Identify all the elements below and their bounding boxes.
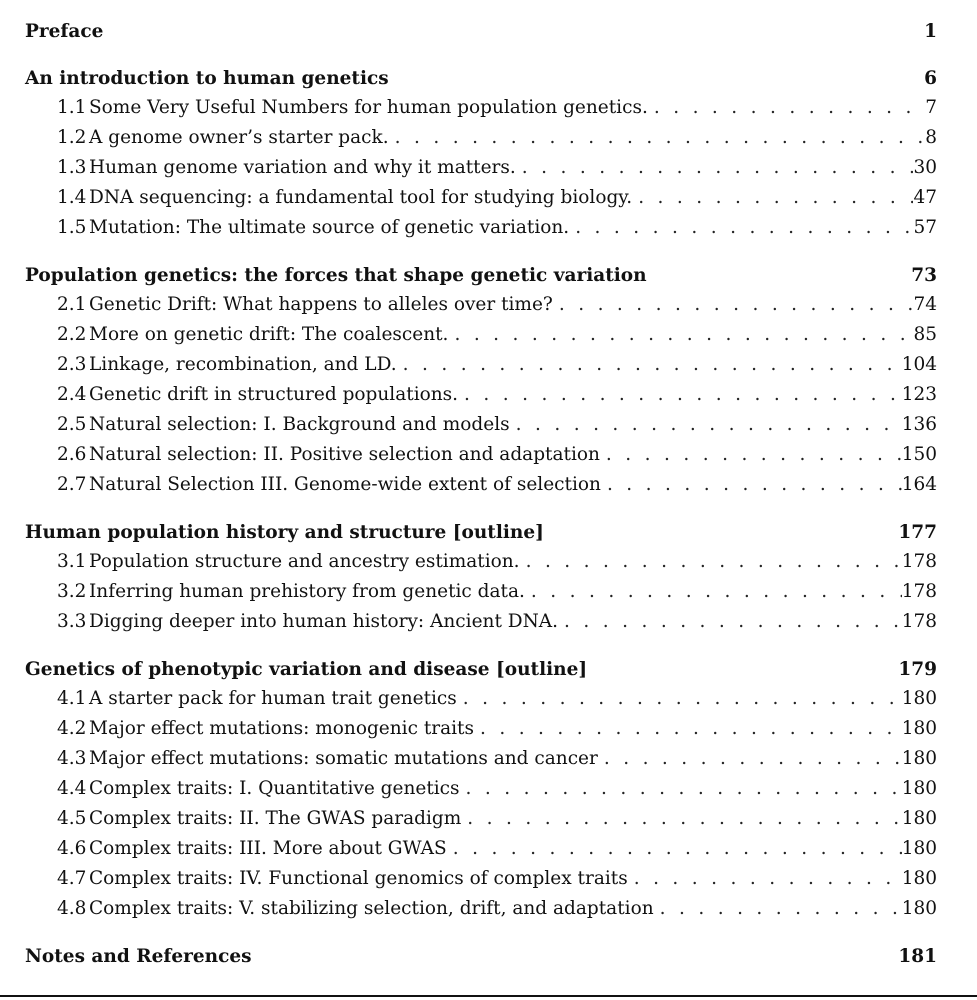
toc-section[interactable] <box>25 684 937 714</box>
section-page: 180 <box>901 778 937 799</box>
part-page: 181 <box>898 946 937 967</box>
dot-leader <box>632 183 913 213</box>
chapter-heading[interactable] <box>25 656 937 684</box>
dot-leader <box>525 577 902 607</box>
section-page: 136 <box>901 414 937 435</box>
section-title: Mutation: The ultimate source of genetic variation. <box>89 217 570 238</box>
dot-leader <box>516 153 914 183</box>
dot-leader <box>648 93 925 123</box>
chapter-heading[interactable] <box>25 65 937 93</box>
chapter-title: Genetics of phenotypic variation and disease [outline] <box>25 659 588 680</box>
section-title: Genetic Drift: What happens to alleles over time? <box>89 294 553 315</box>
dot-leader <box>458 380 902 410</box>
section-page: 74 <box>913 294 937 315</box>
section-page: 123 <box>901 384 937 405</box>
section-title: Genetic drift in structured populations. <box>89 384 459 405</box>
toc-section[interactable] <box>25 834 937 864</box>
chapter-page: 73 <box>911 265 937 286</box>
section-page: 178 <box>901 551 937 572</box>
section-number: 3.3 <box>57 611 87 632</box>
toc-section[interactable] <box>25 123 937 153</box>
dot-leader <box>447 834 902 864</box>
section-number: 4.3 <box>57 748 87 769</box>
toc-section[interactable] <box>25 547 937 577</box>
dot-leader <box>389 123 926 153</box>
section-page: 180 <box>901 688 937 709</box>
section-title: A genome owner’s starter pack. <box>89 127 389 148</box>
dot-leader <box>628 864 902 894</box>
section-title: Inferring human prehistory from genetic data. <box>89 581 525 602</box>
toc-section[interactable] <box>25 864 937 894</box>
dot-leader <box>553 290 914 320</box>
dot-leader <box>654 894 902 924</box>
toc-section[interactable] <box>25 183 937 213</box>
section-number: 2.5 <box>57 414 87 435</box>
section-page: 150 <box>901 444 937 465</box>
toc-section[interactable] <box>25 714 937 744</box>
section-number: 1.1 <box>57 97 87 118</box>
chapter-heading[interactable] <box>25 262 937 290</box>
section-page: 180 <box>901 748 937 769</box>
section-title: Human genome variation and why it matters. <box>89 157 516 178</box>
section-title: Complex traits: IV. Functional genomics of complex traits <box>89 868 628 889</box>
section-page: 180 <box>901 808 937 829</box>
dot-leader <box>461 804 901 834</box>
section-number: 4.1 <box>57 688 87 709</box>
section-title: Complex traits: I. Quantitative genetics <box>89 778 460 799</box>
section-number: 2.3 <box>57 354 87 375</box>
toc-section[interactable] <box>25 153 937 183</box>
section-number: 2.6 <box>57 444 87 465</box>
toc-entry-notes-references[interactable] <box>25 943 937 971</box>
toc-section[interactable] <box>25 320 937 350</box>
section-page: 180 <box>901 898 937 919</box>
section-number: 2.1 <box>57 294 87 315</box>
dot-leader <box>397 350 902 380</box>
table-of-contents <box>25 18 937 971</box>
part-title: Preface <box>25 21 104 42</box>
dot-leader <box>598 744 902 774</box>
section-title: Population structure and ancestry estimation. <box>89 551 520 572</box>
dot-leader <box>601 470 902 500</box>
dot-leader <box>510 410 902 440</box>
section-number: 4.6 <box>57 838 87 859</box>
section-page: 104 <box>901 354 937 375</box>
dot-leader <box>474 714 902 744</box>
chapter-page: 6 <box>924 68 937 89</box>
toc-section[interactable] <box>25 93 937 123</box>
section-title: Complex traits: II. The GWAS paradigm <box>89 808 462 829</box>
dot-leader <box>600 440 902 470</box>
section-page: 178 <box>901 581 937 602</box>
toc-section[interactable] <box>25 577 937 607</box>
section-number: 1.3 <box>57 157 87 178</box>
toc-section[interactable] <box>25 744 937 774</box>
section-number: 1.5 <box>57 217 87 238</box>
dot-leader <box>448 320 913 350</box>
section-page: 180 <box>901 838 937 859</box>
toc-section[interactable] <box>25 290 937 320</box>
section-number: 3.2 <box>57 581 87 602</box>
section-number: 4.7 <box>57 868 87 889</box>
section-title: Natural selection: I. Background and models <box>89 414 510 435</box>
section-page: 57 <box>913 217 937 238</box>
section-page: 7 <box>925 97 937 118</box>
section-page: 180 <box>901 868 937 889</box>
toc-section[interactable] <box>25 607 937 637</box>
chapter-title: Human population history and structure [outline] <box>25 522 544 543</box>
section-title: Complex traits: III. More about GWAS <box>89 838 447 859</box>
section-number: 2.7 <box>57 474 87 495</box>
section-title: A starter pack for human trait genetics <box>89 688 457 709</box>
section-title: Complex traits: V. stabilizing selection, drift, and adaptation <box>89 898 654 919</box>
section-number: 1.2 <box>57 127 87 148</box>
toc-section[interactable] <box>25 894 937 924</box>
section-title: Natural selection: II. Positive selection and adaptation <box>89 444 600 465</box>
section-page: 180 <box>901 718 937 739</box>
section-page: 164 <box>901 474 937 495</box>
section-title: Linkage, recombination, and LD. <box>89 354 397 375</box>
chapter-page: 177 <box>898 522 937 543</box>
section-number: 2.2 <box>57 324 87 345</box>
section-number: 4.5 <box>57 808 87 829</box>
toc-section[interactable] <box>25 470 937 500</box>
section-number: 4.2 <box>57 718 87 739</box>
dot-leader <box>457 684 902 714</box>
dot-leader <box>569 213 913 243</box>
dot-leader <box>558 607 902 637</box>
section-title: DNA sequencing: a fundamental tool for studying biology. <box>89 187 633 208</box>
section-page: 47 <box>913 187 937 208</box>
toc-section[interactable] <box>25 410 937 440</box>
section-title: Major effect mutations: monogenic traits <box>89 718 474 739</box>
section-title: More on genetic drift: The coalescent. <box>89 324 449 345</box>
toc-section[interactable] <box>25 380 937 410</box>
section-number: 2.4 <box>57 384 87 405</box>
section-page: 85 <box>913 324 937 345</box>
chapter-page: 179 <box>898 659 937 680</box>
toc-section[interactable] <box>25 213 937 243</box>
section-title: Natural Selection III. Genome-wide extent of selection <box>89 474 601 495</box>
chapter-title: Population genetics: the forces that shape genetic variation <box>25 265 647 286</box>
section-number: 4.8 <box>57 898 87 919</box>
section-title: Digging deeper into human history: Ancient DNA. <box>89 611 559 632</box>
toc-section[interactable] <box>25 804 937 834</box>
dot-leader <box>520 547 902 577</box>
toc-section[interactable] <box>25 350 937 380</box>
toc-section[interactable] <box>25 440 937 470</box>
part-page: 1 <box>924 21 937 42</box>
section-page: 8 <box>925 127 937 148</box>
part-title: Notes and References <box>25 946 252 967</box>
section-number: 4.4 <box>57 778 87 799</box>
section-title: Major effect mutations: somatic mutations and cancer <box>89 748 598 769</box>
chapter-title: An introduction to human genetics <box>25 68 389 89</box>
dot-leader <box>460 774 902 804</box>
section-number: 3.1 <box>57 551 87 572</box>
section-page: 30 <box>913 157 937 178</box>
section-page: 178 <box>901 611 937 632</box>
toc-section[interactable] <box>25 774 937 804</box>
page-bottom-rule <box>0 995 977 997</box>
chapter-heading[interactable] <box>25 519 937 547</box>
section-title: Some Very Useful Numbers for human population genetics. <box>89 97 648 118</box>
section-number: 1.4 <box>57 187 87 208</box>
toc-entry-preface[interactable] <box>25 18 937 46</box>
